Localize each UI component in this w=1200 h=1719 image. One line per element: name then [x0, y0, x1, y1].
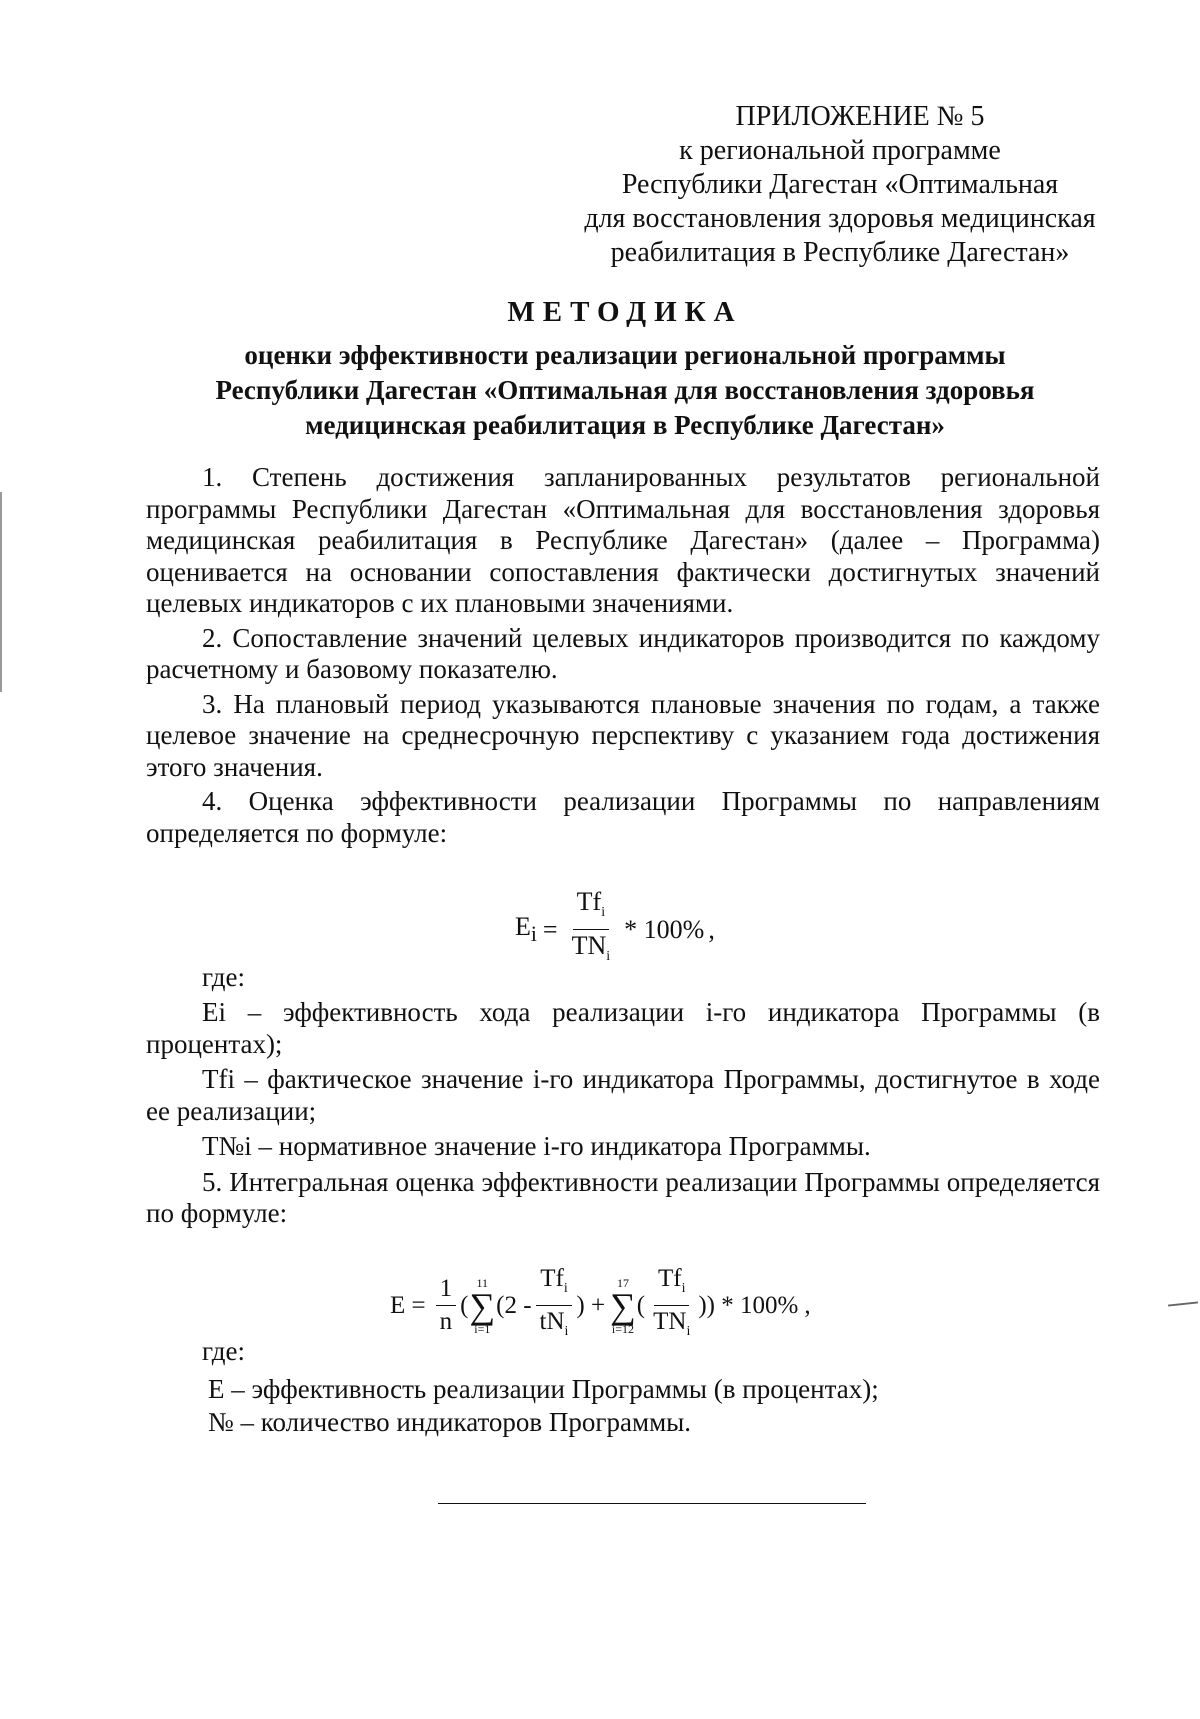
numerator-symbol: Tf: [576, 887, 602, 916]
closing-rule: [438, 1503, 866, 1504]
f1-num-sub: i: [563, 1281, 568, 1296]
subtitle-line: Республики Дагестан «Оптимальная для восстановления здоровья: [215, 375, 1035, 405]
formula-integral: [390, 1265, 811, 1346]
fraction-2-numerator: [654, 1265, 690, 1306]
where-label-2: где:: [202, 1336, 245, 1366]
denominator-symbol: TN: [571, 931, 607, 961]
sum-1-lower: i=1: [474, 1321, 491, 1336]
annex-line: для восстановления здоровья медицинская: [584, 203, 1096, 234]
scan-mark: [1168, 1301, 1198, 1306]
formula-eq: =: [542, 914, 558, 944]
sum-1: [469, 1277, 495, 1335]
annex-line: к региональной программе: [679, 135, 1001, 166]
subtitle-line: медицинская реабилитация в Республике Дагестан»: [305, 410, 945, 440]
annex-line: Республики Дагестан «Оптимальная: [621, 169, 1059, 200]
definition-tni: T№i – нормативное значение i-го индикатора Программы.: [202, 1131, 871, 1161]
fraction-2-denominator: [649, 1306, 694, 1346]
formula-lhs-symbol: E: [515, 912, 531, 942]
definition-ei: Ei – эффективность хода реализации i-го индикатора Программы (в процентах);: [146, 997, 1100, 1059]
f2-den-symbol: TN: [653, 1308, 687, 1335]
f1-den-symbol: tN: [539, 1308, 565, 1335]
part-2-open: (: [636, 1291, 646, 1319]
integral-comma: ,: [804, 1291, 811, 1319]
formula-comma: ,: [708, 914, 715, 944]
formula-efficiency: [515, 888, 715, 971]
paragraph-5: 5. Интегральная оценка эффективности реализации Программы определяется по формуле:: [146, 1166, 1100, 1228]
f2-den-sub: i: [686, 1324, 691, 1339]
sum-1-upper: 11: [476, 1275, 489, 1290]
f1-den-sub: i: [564, 1324, 569, 1339]
integral-factor: [436, 1275, 457, 1336]
formula-fraction: [568, 888, 615, 971]
annex-header: [580, 100, 1100, 270]
fraction-2: [649, 1265, 694, 1346]
numerator-sub: i: [601, 905, 606, 921]
formula-lhs-sub: i: [530, 922, 537, 947]
fraction-1-denominator: [536, 1306, 573, 1346]
definitions-2: [208, 1373, 879, 1439]
annex-line: ПРИЛОЖЕНИЕ № 5: [735, 101, 985, 132]
paragraph-1: 1. Степень достижения запланированных результатов региональной программы Республики Дагестан «Оптимальная для восстановления здоровья медицинская реабилитация в Республике Дагестан» (далее – Программа) оценивается на основании сопоставления фактически достигнутых значений целевых индикаторов с их плановыми значениями.: [146, 462, 1100, 618]
factor-denominator: n: [439, 1308, 453, 1335]
open-paren: (: [460, 1291, 469, 1319]
scan-edge: [0, 492, 2, 692]
paragraph-4: 4. Оценка эффективности реализации Программы по направлениям определяется по формуле:: [146, 786, 1100, 848]
f1-num-symbol: Tf: [540, 1265, 564, 1292]
part-2-close: )) * 100%: [698, 1291, 799, 1319]
definition-e: E – эффективность реализации Программы (в процентах);: [208, 1374, 879, 1404]
definition-tfi: Tfi – фактическое значение i-го индикатора Программы, достигнутое в ходе ее реализации;: [146, 1064, 1100, 1126]
paragraph-2: 2. Сопоставление значений целевых индикаторов производится по каждому расчетному и базовому показателю.: [146, 622, 1100, 684]
part-1-close: ) +: [576, 1291, 606, 1319]
body-text: [146, 462, 1100, 849]
sum-2-upper: 17: [616, 1275, 629, 1290]
paragraph-3: 3. На плановый период указываются плановые значения по годам, а также целевое значение на среднесрочную перспективу с указанием года достижения этого значения.: [146, 688, 1100, 782]
fraction-1: [536, 1265, 573, 1346]
definitions-1: [146, 997, 1100, 1230]
formula-lhs: [515, 912, 537, 947]
denominator-sub: i: [606, 949, 611, 965]
factor-numerator: 1: [436, 1275, 457, 1306]
fraction-denominator: [568, 930, 615, 971]
subtitle-line: оценки эффективности реализации региональной программы: [244, 340, 1006, 370]
integral-lhs: E =: [390, 1291, 426, 1319]
definition-n: № – количество индикаторов Программы.: [208, 1407, 692, 1437]
fraction-1-numerator: [536, 1265, 572, 1306]
annex-line: реабилитация в Республике Дагестан»: [610, 237, 1070, 268]
where-label: где:: [202, 962, 245, 992]
f2-num-symbol: Tf: [657, 1265, 682, 1292]
f2-num-sub: i: [681, 1281, 686, 1296]
document-title: МЕТОДИКА: [507, 296, 743, 328]
part-1-text: (2 -: [496, 1291, 532, 1319]
sum-2-lower: i=12: [611, 1321, 634, 1336]
sum-2: [610, 1277, 636, 1335]
formula-tail: * 100%: [624, 914, 705, 944]
sigma-icon: ∑: [610, 1285, 636, 1326]
sigma-icon: ∑: [469, 1285, 496, 1326]
document-subtitle: [150, 338, 1100, 443]
fraction-numerator: [573, 888, 609, 930]
